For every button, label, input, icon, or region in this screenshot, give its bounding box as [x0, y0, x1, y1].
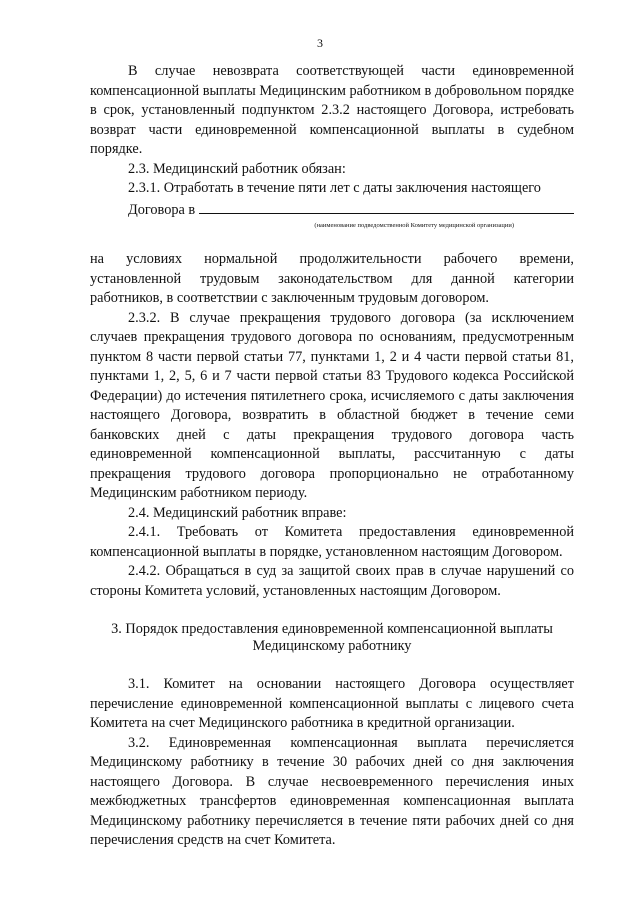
paragraph-2-4-2: 2.4.2. Обращаться в суд за защитой своих прав в случае нарушений со стороны Комитета условий, установленных настоящим Договором.: [90, 563, 574, 599]
section-3-heading: [90, 621, 574, 655]
paragraph-2-4-1: 2.4.1. Требовать от Комитета предоставления единовременной компенсационной выплаты в порядке, установленном настоящим Договором.: [90, 524, 574, 560]
page-number: 3: [317, 36, 323, 50]
paragraph-2-3-1-cont: на условиях нормальной продолжительности рабочего времени, установленной трудовым законодательством для данной категории работников, в соответствии с заключенным трудовым договором.: [90, 251, 574, 306]
document-body: [90, 62, 574, 851]
paragraph-3-2: 3.2. Единовременная компенсационная выплата перечисляется Медицинскому работнику в течение 30 рабочих дней со дня заключения настоящего Договора. В случае несвоевременного перечисления иных межбюджетных трансфертов единовременная компенсационная выплата Медицинскому работнику перечисляется в течение пяти рабочих дней со дня перечисления средств на счет Комитета.: [90, 734, 574, 848]
section-3-heading-line1: 3. Порядок предоставления единовременной компенсационной выплаты: [111, 621, 553, 637]
paragraph-3-1: 3.1. Комитет на основании настоящего Договора осуществляет перечисление единовременной компенсационной выплаты с лицевого счета Комитета на счет Медицинского работника в кредитной организации.: [90, 676, 574, 731]
paragraph-2-3-2: 2.3.2. В случае прекращения трудового договора (за исключением случаев прекращения трудового договора по основаниям, предусмотренным пунктом 8 части первой статьи 77, пунктами 1, 2 и 4 части первой статьи 81, пунктами 1, 2, 5, 6 и 7 части первой статьи 83 Трудового кодекса Российской Федерации) до истечения пятилетнего срока, исчисляемого с даты заключения настоящего Договора, возвратить в областной бюджет в течение семи банковских дней с даты прекращения трудового договора часть единовременной компенсационной выплаты, рассчитанную с даты прекращения трудового договора пропорционально не отработанному Медицинским работником периоду.: [90, 309, 574, 501]
paragraph-2-4: 2.4. Медицинский работник вправе:: [128, 504, 347, 521]
organization-blank: [199, 199, 574, 214]
section-3-heading-line2: Медицинскому работнику: [252, 638, 412, 654]
organization-fill-line: [90, 199, 574, 221]
paragraph-return-claim: В случае невозврата соответствующей части единовременной компенсационной выплаты Медицинским работником в добровольном порядке в срок, установленный подпунктом 2.3.2 настоящего Договора, истребовать возврат части единовременной компенсационной выплаты в судебном порядке.: [90, 63, 574, 157]
paragraph-2-3-1: 2.3.1. Отработать в течение пяти лет с даты заключения настоящего: [128, 180, 541, 196]
paragraph-2-3: 2.3. Медицинский работник обязан:: [128, 160, 346, 177]
organization-caption: (наименование подведомственной Комитету медицинской организации): [314, 222, 514, 229]
organization-lead-text: Договора в: [128, 201, 196, 218]
